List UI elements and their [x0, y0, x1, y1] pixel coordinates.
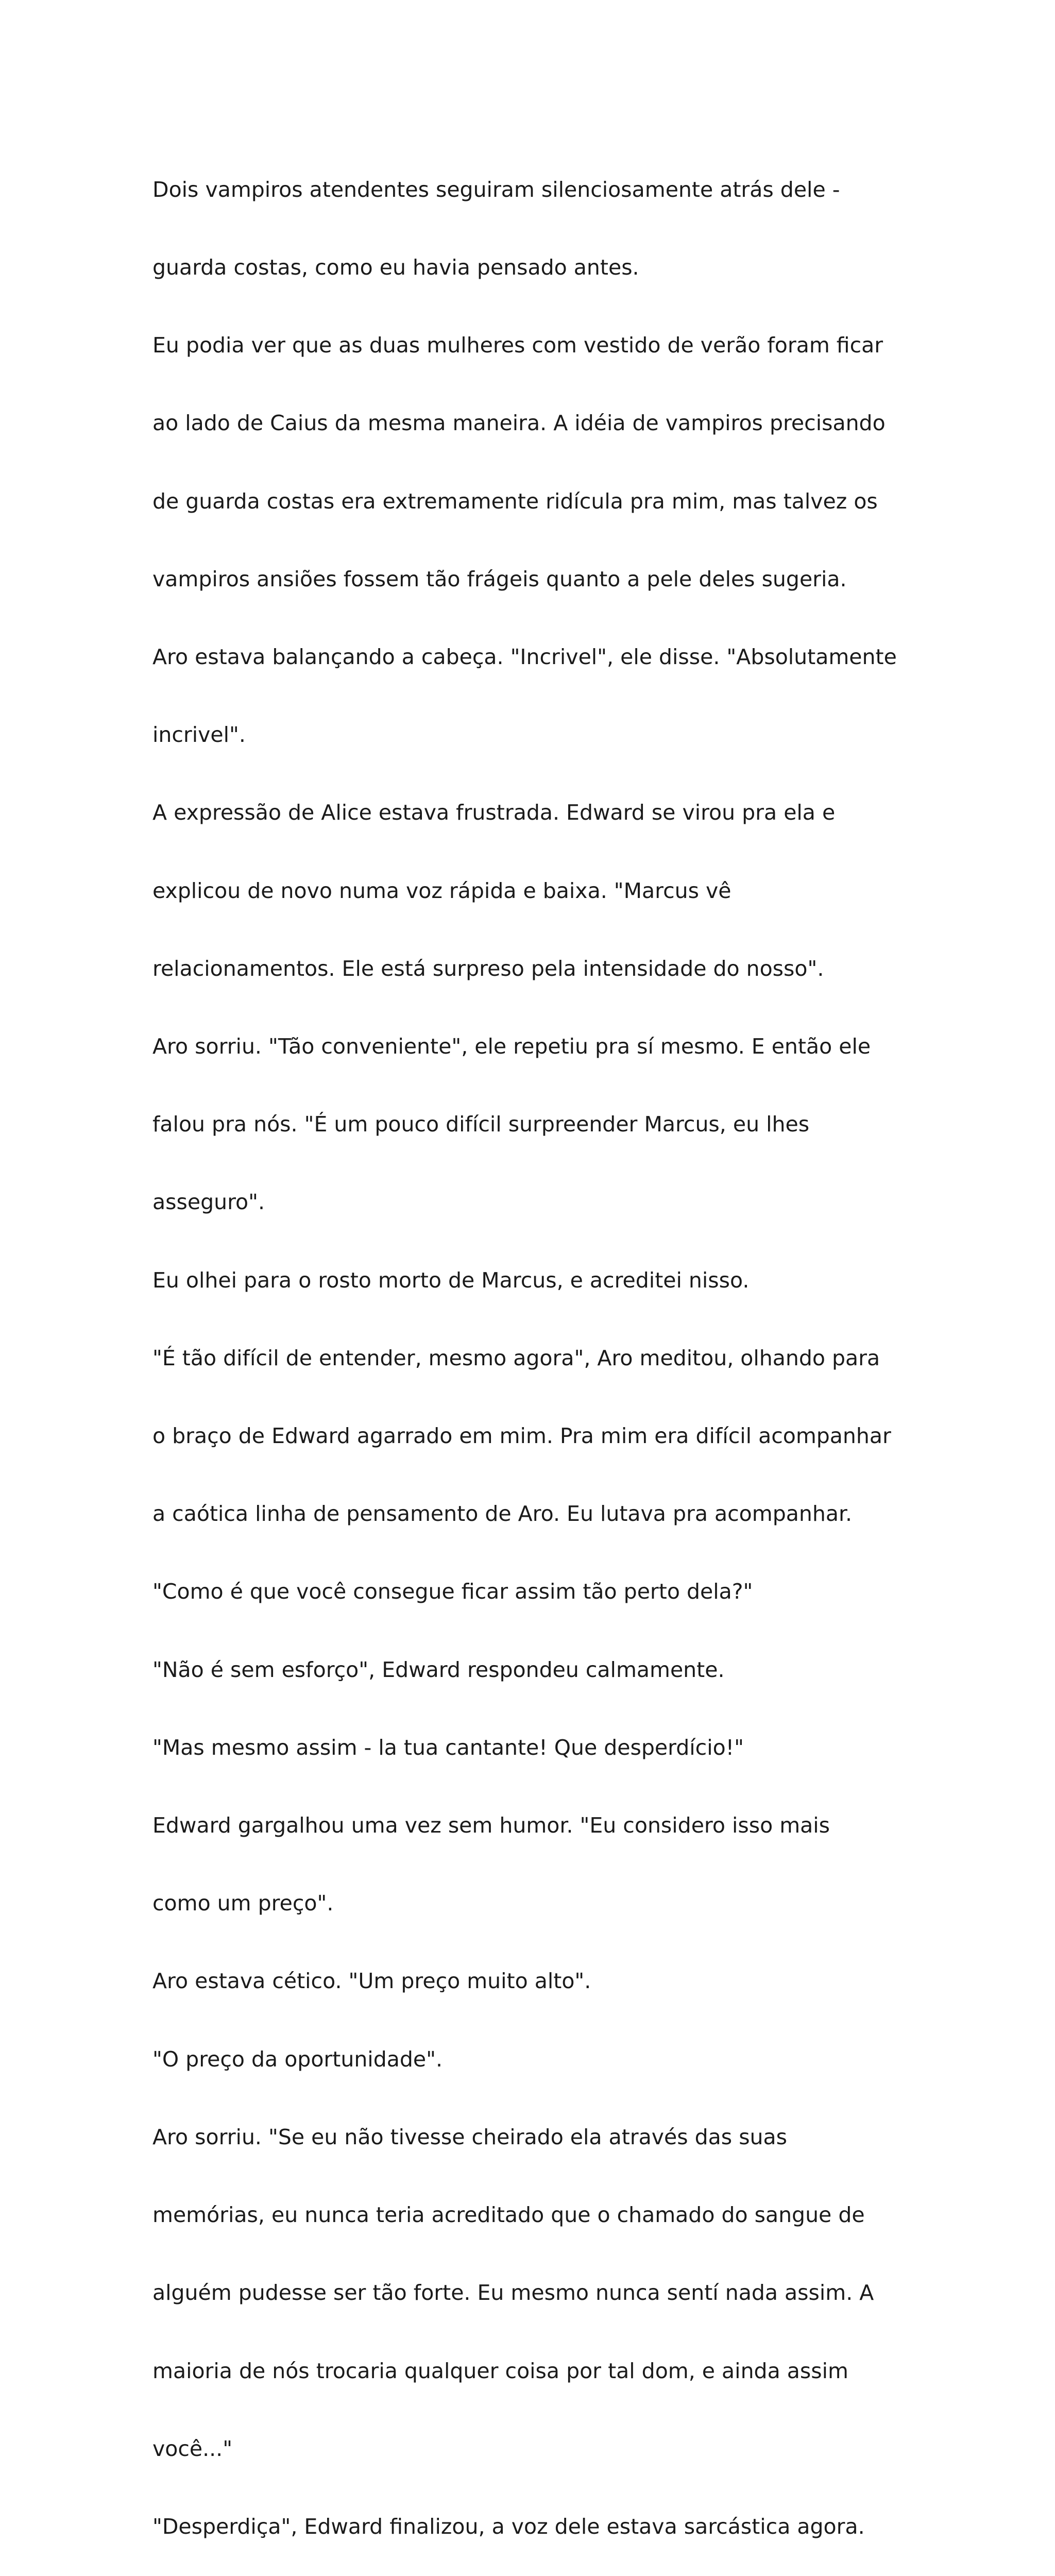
- text-line: memórias, eu nunca teria acreditado que o chamado do sangue de: [152, 2202, 865, 2228]
- text-line: explicou de novo numa voz rápida e baixa. "Marcus vê: [152, 878, 731, 903]
- text-line: "Não é sem esforço", Edward respondeu calmamente.: [152, 1657, 725, 1682]
- text-line: Aro estava balançando a cabeça. "Incrivel", ele disse. "Absolutamente: [152, 645, 897, 670]
- text-line: "Desperdiça", Edward finalizou, a voz dele estava sarcástica agora.: [152, 2514, 865, 2539]
- text-line: "Mas mesmo assim - la tua cantante! Que desperdício!": [152, 1735, 744, 1760]
- text-line: a caótica linha de pensamento de Aro. Eu lutava pra acompanhar.: [152, 1501, 853, 1527]
- text-line: falou pra nós. "É um pouco difícil surpreender Marcus, eu lhes: [152, 1112, 810, 1137]
- text-line: como um preço".: [152, 1891, 334, 1916]
- text-line: "Como é que você consegue ficar assim tão perto dela?": [152, 1579, 753, 1604]
- text-line: asseguro".: [152, 1190, 265, 1215]
- text-line: o braço de Edward agarrado em mim. Pra mim era difícil acompanhar: [152, 1423, 891, 1449]
- text-line: vampiros ansiões fossem tão frágeis quanto a pele deles sugeria.: [152, 566, 847, 591]
- text-line: "O preço da oportunidade".: [152, 2046, 443, 2072]
- text-line: maioria de nós trocaria qualquer coisa por tal dom, e ainda assim: [152, 2358, 848, 2383]
- text-line: de guarda costas era extremamente ridícula pra mim, mas talvez os: [152, 488, 878, 514]
- text-line: Eu olhei para o rosto morto de Marcus, e acreditei nisso.: [152, 1267, 750, 1293]
- text-line: Aro sorriu. "Se eu não tivesse cheirado ela através das suas: [152, 2124, 788, 2149]
- text-line: A expressão de Alice estava frustrada. Edward se virou pra ela e: [152, 800, 836, 825]
- text-line: "É tão difícil de entender, mesmo agora", Aro meditou, olhando para: [152, 1345, 880, 1370]
- text-line: Edward gargalhou uma vez sem humor. "Eu considero isso mais: [152, 1813, 830, 1838]
- text-line: Eu podia ver que as duas mulheres com vestido de verão foram ficar: [152, 333, 883, 358]
- text-line: ao lado de Caius da mesma maneira. A idéia de vampiros precisando: [152, 411, 886, 436]
- text-line: alguém pudesse ser tão forte. Eu mesmo nunca sentí nada assim. A: [152, 2280, 874, 2306]
- text-line: guarda costas, como eu havia pensado antes.: [152, 255, 639, 280]
- text-line: incrivel".: [152, 722, 246, 748]
- text-line: Aro sorriu. "Tão conveniente", ele repetiu pra sí mesmo. E então ele: [152, 1034, 871, 1059]
- body-text: [152, 125, 925, 2576]
- text-line: você...": [152, 2436, 233, 2461]
- text-line: Aro estava cético. "Um preço muito alto".: [152, 1969, 591, 1994]
- text-line: Dois vampiros atendentes seguiram silenciosamente atrás dele -: [152, 177, 840, 202]
- text-line: relacionamentos. Ele está surpreso pela intensidade do nosso".: [152, 956, 824, 981]
